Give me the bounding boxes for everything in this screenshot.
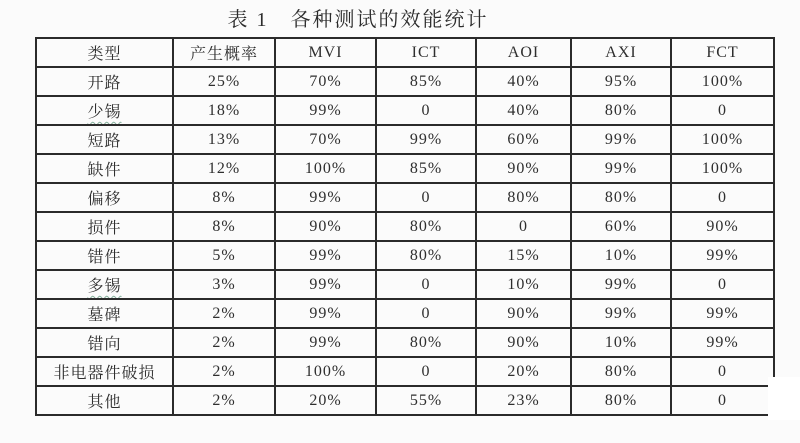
defect-type-cell: 墓碑 (36, 299, 173, 328)
value-cell: 99% (671, 241, 774, 270)
value-cell: 13% (173, 125, 275, 154)
value-cell: 0 (376, 183, 476, 212)
value-cell: 100% (275, 154, 376, 183)
column-header-axi: AXI (571, 38, 671, 67)
value-cell: 100% (671, 67, 774, 96)
value-cell: 99% (571, 125, 671, 154)
value-cell: 90% (476, 328, 571, 357)
value-cell: 0 (376, 270, 476, 299)
value-cell: 55% (376, 386, 476, 415)
white-patch-overlay (768, 377, 800, 420)
value-cell: 99% (275, 241, 376, 270)
defect-type-cell: 损件 (36, 212, 173, 241)
value-cell: 95% (571, 67, 671, 96)
value-cell: 80% (571, 96, 671, 125)
value-cell: 99% (671, 299, 774, 328)
value-cell: 85% (376, 67, 476, 96)
value-cell: 99% (376, 125, 476, 154)
defect-type-cell: 其他 (36, 386, 173, 415)
defect-type-cell: 短路 (36, 125, 173, 154)
value-cell: 99% (275, 183, 376, 212)
value-cell: 25% (173, 67, 275, 96)
table-row (36, 96, 774, 125)
value-cell: 80% (476, 183, 571, 212)
value-cell: 60% (476, 125, 571, 154)
value-cell: 90% (476, 154, 571, 183)
value-cell: 100% (275, 357, 376, 386)
table-row (36, 125, 774, 154)
defect-type-cell: 错向 (36, 328, 173, 357)
value-cell: 2% (173, 328, 275, 357)
value-cell: 80% (571, 386, 671, 415)
defect-type-cell: 错件 (36, 241, 173, 270)
value-cell: 2% (173, 299, 275, 328)
table-row (36, 67, 774, 96)
value-cell: 10% (571, 328, 671, 357)
defect-type-cell (36, 96, 173, 125)
value-cell: 80% (571, 357, 671, 386)
value-cell: 18% (173, 96, 275, 125)
value-cell: 0 (671, 386, 774, 415)
value-cell: 99% (671, 328, 774, 357)
header-row (36, 38, 774, 67)
table-caption: 表 1 各种测试的效能统计 (227, 9, 489, 31)
value-cell: 15% (476, 241, 571, 270)
value-cell: 0 (671, 183, 774, 212)
test-efficiency-table (35, 37, 775, 416)
value-cell: 99% (275, 328, 376, 357)
table-row (36, 357, 774, 386)
column-header-ict: ICT (376, 38, 476, 67)
table-row (36, 386, 774, 415)
value-cell: 80% (571, 183, 671, 212)
value-cell: 90% (275, 212, 376, 241)
value-cell: 12% (173, 154, 275, 183)
value-cell: 0 (671, 357, 774, 386)
value-cell: 20% (476, 357, 571, 386)
value-cell: 0 (376, 357, 476, 386)
defect-type-cell: 缺件 (36, 154, 173, 183)
column-header-mvi: MVI (275, 38, 376, 67)
value-cell: 80% (376, 212, 476, 241)
value-cell: 3% (173, 270, 275, 299)
value-cell: 40% (476, 96, 571, 125)
value-cell: 2% (173, 357, 275, 386)
value-cell: 70% (275, 125, 376, 154)
value-cell: 0 (376, 96, 476, 125)
value-cell: 0 (671, 270, 774, 299)
value-cell: 23% (476, 386, 571, 415)
table-row (36, 241, 774, 270)
value-cell: 0 (476, 212, 571, 241)
table-row (36, 328, 774, 357)
value-cell: 100% (671, 125, 774, 154)
value-cell: 0 (376, 299, 476, 328)
value-cell: 20% (275, 386, 376, 415)
defect-type-cell: 偏移 (36, 183, 173, 212)
value-cell: 0 (671, 96, 774, 125)
defect-type-cell: 开路 (36, 67, 173, 96)
table-row (36, 154, 774, 183)
value-cell: 100% (671, 154, 774, 183)
value-cell: 60% (571, 212, 671, 241)
column-header-fct: FCT (671, 38, 774, 67)
value-cell: 85% (376, 154, 476, 183)
value-cell: 10% (571, 241, 671, 270)
value-cell: 40% (476, 67, 571, 96)
defect-type-cell (36, 270, 173, 299)
defect-type-cell: 非电器件破损 (36, 357, 173, 386)
value-cell: 99% (571, 270, 671, 299)
value-cell: 2% (173, 386, 275, 415)
value-cell: 70% (275, 67, 376, 96)
column-header-aoi: AOI (476, 38, 571, 67)
value-cell: 99% (275, 299, 376, 328)
table-row (36, 299, 774, 328)
value-cell: 10% (476, 270, 571, 299)
value-cell: 80% (376, 328, 476, 357)
value-cell: 99% (275, 270, 376, 299)
value-cell: 99% (571, 154, 671, 183)
table-row (36, 270, 774, 299)
defect-type-label-spellchecked: 多锡 (87, 278, 122, 295)
table-row (36, 183, 774, 212)
value-cell: 90% (671, 212, 774, 241)
value-cell: 99% (571, 299, 671, 328)
value-cell: 90% (476, 299, 571, 328)
value-cell: 80% (376, 241, 476, 270)
defect-type-label-spellchecked: 少锡 (87, 104, 122, 121)
value-cell: 8% (173, 212, 275, 241)
column-header-type: 类型 (36, 38, 173, 67)
table-body (36, 67, 774, 415)
value-cell: 5% (173, 241, 275, 270)
table-row (36, 212, 774, 241)
value-cell: 8% (173, 183, 275, 212)
column-header-probability: 产生概率 (173, 38, 275, 67)
value-cell: 99% (275, 96, 376, 125)
